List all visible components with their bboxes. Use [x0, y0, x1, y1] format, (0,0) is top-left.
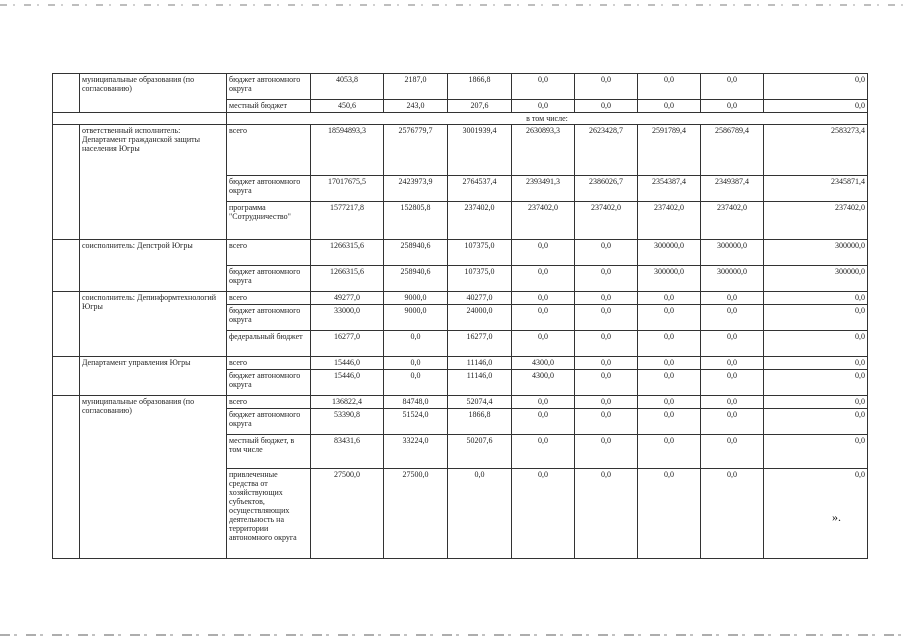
- amount-cell: 0,0: [701, 305, 764, 331]
- funding-source-cell: бюджет автономного округа: [227, 305, 311, 331]
- amount-cell: 0,0: [512, 240, 575, 266]
- amount-cell: 2576779,7: [384, 125, 448, 176]
- funding-source-cell: бюджет автономного округа: [227, 370, 311, 396]
- amount-cell: 17017675,5: [311, 176, 384, 202]
- amount-cell: 0,0: [764, 100, 868, 113]
- funding-source-cell: бюджет автономного округа: [227, 176, 311, 202]
- amount-cell: 11146,0: [448, 357, 512, 370]
- amount-cell: 4300,0: [512, 370, 575, 396]
- amount-cell: 0,0: [512, 469, 575, 559]
- funding-source-cell: местный бюджет: [227, 100, 311, 113]
- table-row: [53, 292, 868, 305]
- amount-cell: 0,0: [638, 292, 701, 305]
- amount-cell: 237402,0: [575, 202, 638, 240]
- funding-source-cell: местный бюджет, в том числе: [227, 435, 311, 469]
- amount-cell: 1266315,6: [311, 240, 384, 266]
- funding-source-cell: привлеченные средства от хозяйствующих субъектов, осуществляющих деятельность на территории автономного округа: [227, 469, 311, 559]
- funding-source-cell: федеральный бюджет: [227, 331, 311, 357]
- amount-cell: 0,0: [512, 435, 575, 469]
- row-number-cell: [53, 292, 80, 357]
- scan-edge-top: [0, 4, 905, 6]
- amount-cell: 40277,0: [448, 292, 512, 305]
- amount-cell: 237402,0: [448, 202, 512, 240]
- amount-cell: 33000,0: [311, 305, 384, 331]
- executor-cell: соисполнитель: Депинформтехнологий Югры: [80, 292, 227, 357]
- row-number-cell: [53, 396, 80, 559]
- scan-edge-bottom: [0, 634, 905, 636]
- amount-cell: 300000,0: [764, 240, 868, 266]
- amount-cell: 2354387,4: [638, 176, 701, 202]
- amount-cell: 0,0: [575, 357, 638, 370]
- amount-cell: 2345871,4: [764, 176, 868, 202]
- amount-cell: 2583273,4: [764, 125, 868, 176]
- subheader-row: [53, 113, 868, 125]
- amount-cell: 4053,8: [311, 74, 384, 100]
- amount-cell: 33224,0: [384, 435, 448, 469]
- amount-cell: 1266315,6: [311, 266, 384, 292]
- amount-cell: 2423973,9: [384, 176, 448, 202]
- amount-cell: 0,0: [638, 357, 701, 370]
- amount-cell: 0,0: [701, 74, 764, 100]
- amount-cell: 0,0: [384, 331, 448, 357]
- amount-cell: 1866,8: [448, 74, 512, 100]
- amount-cell: 2386026,7: [575, 176, 638, 202]
- amount-cell: 300000,0: [764, 266, 868, 292]
- amount-cell: 0,0: [638, 409, 701, 435]
- amount-cell: 0,0: [575, 100, 638, 113]
- amount-cell: 0,0: [701, 100, 764, 113]
- amount-cell: 0,0: [638, 396, 701, 409]
- empty-cell: [53, 113, 227, 125]
- amount-cell: 3001939,4: [448, 125, 512, 176]
- amount-cell: 2630893,3: [512, 125, 575, 176]
- executor-cell: соисполнитель: Депстрой Югры: [80, 240, 227, 292]
- amount-cell: 16277,0: [311, 331, 384, 357]
- amount-cell: 0,0: [384, 357, 448, 370]
- amount-cell: 0,0: [512, 266, 575, 292]
- amount-cell: 258940,6: [384, 240, 448, 266]
- amount-cell: 11146,0: [448, 370, 512, 396]
- closing-mark: ».: [832, 510, 841, 524]
- amount-cell: 0,0: [764, 74, 868, 100]
- funding-source-cell: бюджет автономного округа: [227, 266, 311, 292]
- amount-cell: 0,0: [512, 409, 575, 435]
- subheader-cell: в том числе:: [227, 113, 868, 125]
- amount-cell: 0,0: [701, 409, 764, 435]
- amount-cell: 83431,6: [311, 435, 384, 469]
- amount-cell: 237402,0: [512, 202, 575, 240]
- amount-cell: 0,0: [575, 469, 638, 559]
- amount-cell: 237402,0: [638, 202, 701, 240]
- amount-cell: 0,0: [638, 305, 701, 331]
- amount-cell: 53390,8: [311, 409, 384, 435]
- amount-cell: 300000,0: [701, 240, 764, 266]
- amount-cell: 49277,0: [311, 292, 384, 305]
- amount-cell: 0,0: [764, 469, 868, 559]
- executor-cell: муниципальные образования (по согласованию): [80, 396, 227, 559]
- amount-cell: 16277,0: [448, 331, 512, 357]
- amount-cell: 0,0: [512, 74, 575, 100]
- amount-cell: 0,0: [575, 396, 638, 409]
- amount-cell: 9000,0: [384, 292, 448, 305]
- table-row: [53, 74, 868, 100]
- amount-cell: 0,0: [764, 357, 868, 370]
- table-row: [53, 357, 868, 370]
- amount-cell: 0,0: [512, 100, 575, 113]
- amount-cell: 0,0: [575, 240, 638, 266]
- amount-cell: 0,0: [638, 331, 701, 357]
- amount-cell: 258940,6: [384, 266, 448, 292]
- budget-table-body: [53, 74, 868, 559]
- amount-cell: 0,0: [638, 469, 701, 559]
- amount-cell: 300000,0: [638, 240, 701, 266]
- amount-cell: 1577217,8: [311, 202, 384, 240]
- amount-cell: 300000,0: [638, 266, 701, 292]
- row-number-cell: [53, 240, 80, 292]
- amount-cell: 237402,0: [701, 202, 764, 240]
- amount-cell: 0,0: [764, 435, 868, 469]
- row-number-cell: [53, 74, 80, 113]
- amount-cell: 237402,0: [764, 202, 868, 240]
- amount-cell: 0,0: [701, 469, 764, 559]
- funding-source-cell: всего: [227, 357, 311, 370]
- amount-cell: 300000,0: [701, 266, 764, 292]
- amount-cell: 450,6: [311, 100, 384, 113]
- amount-cell: 0,0: [638, 435, 701, 469]
- amount-cell: 2187,0: [384, 74, 448, 100]
- amount-cell: 0,0: [575, 292, 638, 305]
- amount-cell: 2349387,4: [701, 176, 764, 202]
- amount-cell: 2764537,4: [448, 176, 512, 202]
- funding-source-cell: всего: [227, 240, 311, 266]
- amount-cell: 0,0: [575, 266, 638, 292]
- executor-cell: Департамент управления Югры: [80, 357, 227, 396]
- funding-source-cell: бюджет автономного округа: [227, 74, 311, 100]
- amount-cell: 0,0: [575, 409, 638, 435]
- amount-cell: 207,6: [448, 100, 512, 113]
- row-number-cell: [53, 125, 80, 240]
- amount-cell: 9000,0: [384, 305, 448, 331]
- amount-cell: 0,0: [575, 331, 638, 357]
- amount-cell: 0,0: [764, 396, 868, 409]
- amount-cell: 52074,4: [448, 396, 512, 409]
- amount-cell: 51524,0: [384, 409, 448, 435]
- amount-cell: 0,0: [701, 435, 764, 469]
- funding-source-cell: всего: [227, 125, 311, 176]
- amount-cell: 107375,0: [448, 240, 512, 266]
- amount-cell: 0,0: [512, 305, 575, 331]
- table-row: [53, 396, 868, 409]
- amount-cell: 0,0: [764, 331, 868, 357]
- amount-cell: 0,0: [575, 370, 638, 396]
- amount-cell: 27500,0: [384, 469, 448, 559]
- amount-cell: 243,0: [384, 100, 448, 113]
- amount-cell: 15446,0: [311, 370, 384, 396]
- amount-cell: 0,0: [384, 370, 448, 396]
- amount-cell: 0,0: [701, 396, 764, 409]
- amount-cell: 0,0: [764, 292, 868, 305]
- amount-cell: 2586789,4: [701, 125, 764, 176]
- amount-cell: 27500,0: [311, 469, 384, 559]
- funding-source-cell: всего: [227, 396, 311, 409]
- amount-cell: 0,0: [701, 331, 764, 357]
- funding-source-cell: программа "Сотрудничество": [227, 202, 311, 240]
- amount-cell: 0,0: [701, 357, 764, 370]
- amount-cell: 152805,8: [384, 202, 448, 240]
- amount-cell: 2591789,4: [638, 125, 701, 176]
- amount-cell: 0,0: [512, 331, 575, 357]
- amount-cell: 0,0: [764, 370, 868, 396]
- executor-cell: муниципальные образования (по согласованию): [80, 74, 227, 113]
- amount-cell: 136822,4: [311, 396, 384, 409]
- budget-table: [52, 73, 868, 559]
- amount-cell: 107375,0: [448, 266, 512, 292]
- amount-cell: 0,0: [764, 409, 868, 435]
- table-row: [53, 125, 868, 176]
- amount-cell: 2393491,3: [512, 176, 575, 202]
- amount-cell: 2623428,7: [575, 125, 638, 176]
- amount-cell: 0,0: [575, 74, 638, 100]
- amount-cell: 0,0: [575, 305, 638, 331]
- amount-cell: 0,0: [638, 100, 701, 113]
- amount-cell: 0,0: [512, 292, 575, 305]
- amount-cell: 15446,0: [311, 357, 384, 370]
- funding-source-cell: бюджет автономного округа: [227, 409, 311, 435]
- amount-cell: 0,0: [764, 305, 868, 331]
- amount-cell: 18594893,3: [311, 125, 384, 176]
- amount-cell: 1866,8: [448, 409, 512, 435]
- amount-cell: 0,0: [512, 396, 575, 409]
- amount-cell: 0,0: [638, 370, 701, 396]
- funding-source-cell: всего: [227, 292, 311, 305]
- table-row: [53, 240, 868, 266]
- executor-cell: ответственный исполнитель: Департамент гражданской защиты населения Югры: [80, 125, 227, 240]
- amount-cell: 0,0: [701, 292, 764, 305]
- amount-cell: 24000,0: [448, 305, 512, 331]
- amount-cell: 0,0: [701, 370, 764, 396]
- amount-cell: 0,0: [575, 435, 638, 469]
- amount-cell: 50207,6: [448, 435, 512, 469]
- amount-cell: 4300,0: [512, 357, 575, 370]
- row-number-cell: [53, 357, 80, 396]
- amount-cell: 84748,0: [384, 396, 448, 409]
- amount-cell: 0,0: [448, 469, 512, 559]
- amount-cell: 0,0: [638, 74, 701, 100]
